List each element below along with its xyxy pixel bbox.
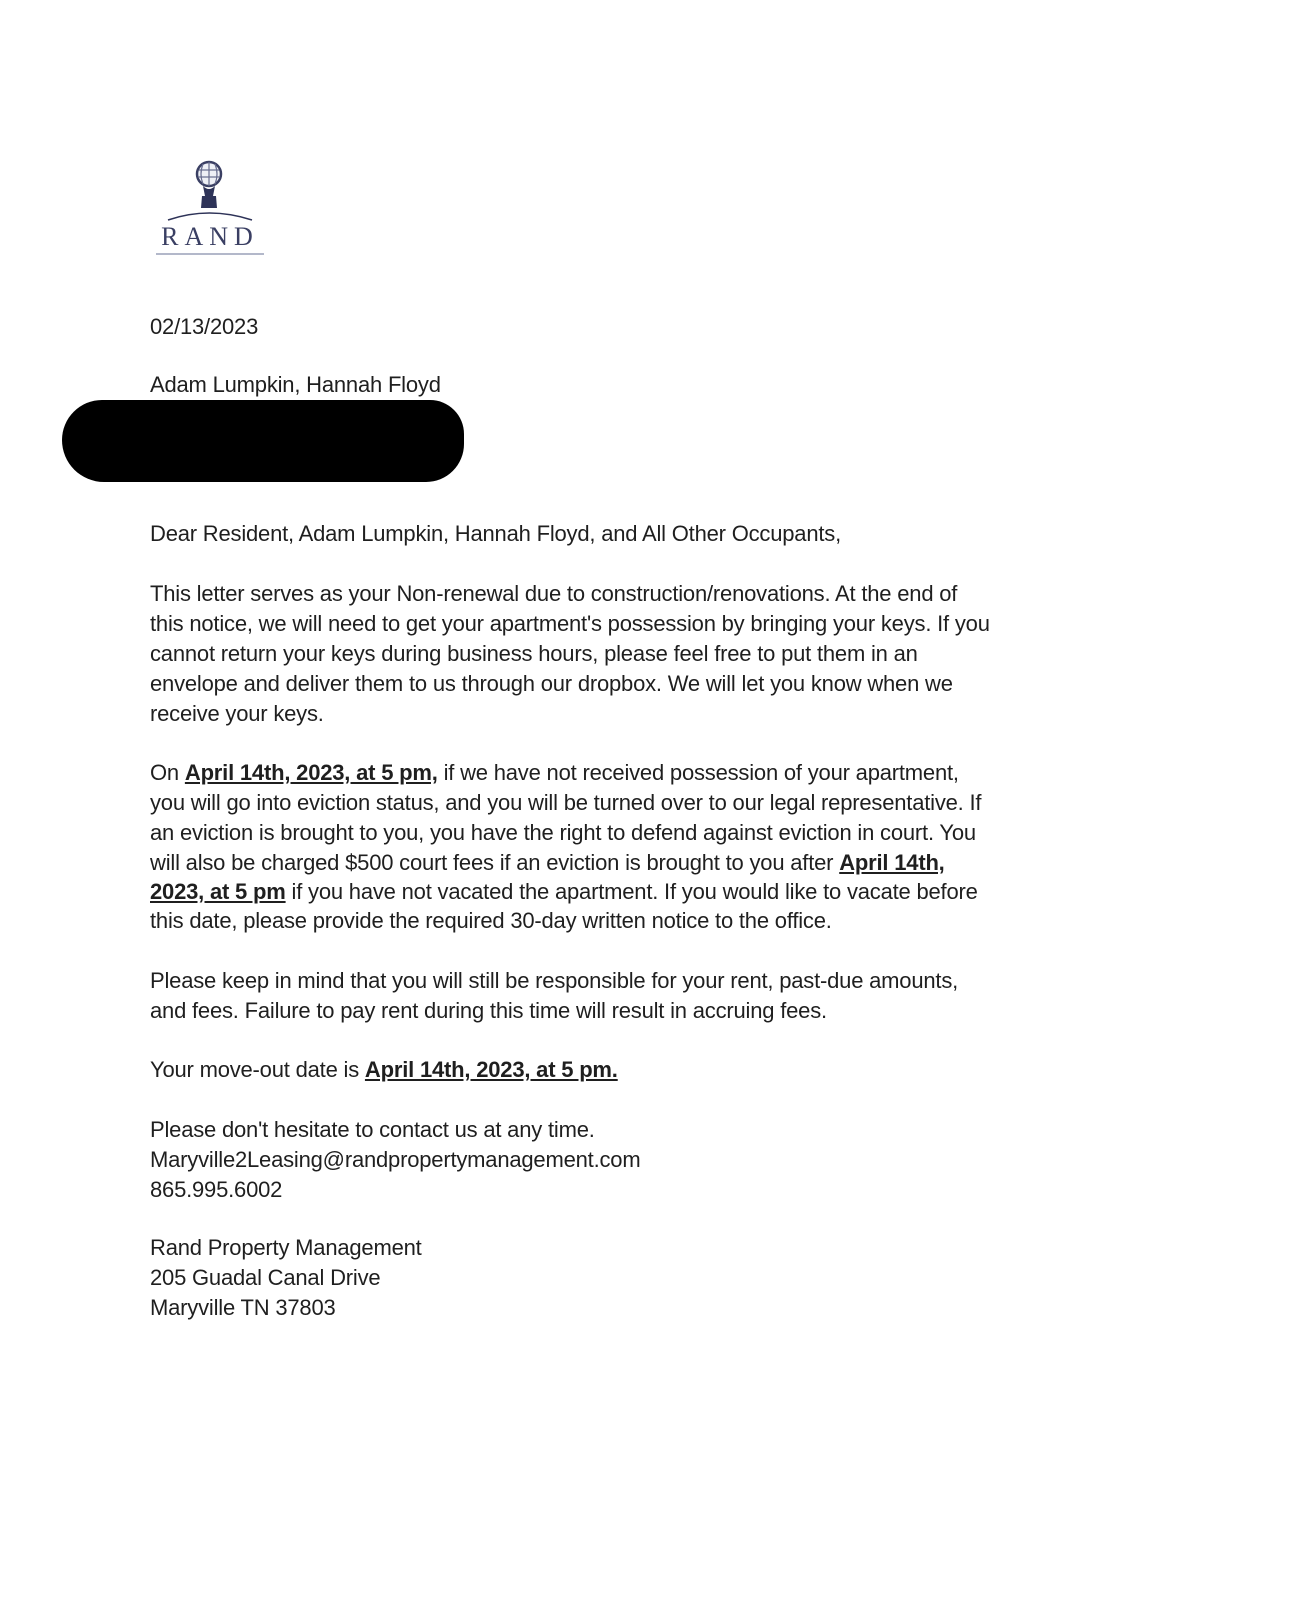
rand-logo [148,158,272,258]
para2-line [150,850,945,876]
salutation: Dear Resident, Adam Lumpkin, Hannah Floyd, and All Other Occupants, [150,521,841,546]
contact-line: Please don't hesitate to contact us at any time. [150,1117,595,1142]
para1-line: this notice, we will need to get your apartment's possession by bringing your keys. If you [150,611,990,636]
moveout-date: April 14th, 2023, at 5 pm. [364,1057,618,1082]
para1-line: receive your keys. [150,701,324,726]
para1-line: envelope and deliver them to us through our dropbox. We will let you know when we [150,671,953,696]
text: On [150,760,185,785]
address-line: Maryville TN 37803 [150,1295,336,1320]
para1-line: This letter serves as your Non-renewal due to construction/renovations. At the end of [150,581,958,606]
para3-line: and fees. Failure to pay rent during this time will result in accruing fees. [150,998,827,1023]
atlas-globe-icon [148,158,272,258]
para3-line: Please keep in mind that you will still be responsible for your rent, past-due amounts, [150,968,959,993]
deadline-date: April 14th, [839,850,945,875]
contact-email: Maryville2Leasing@randpropertymanagement.com [150,1147,641,1172]
text: if we have not received possession of your apartment, [437,760,959,785]
address-line: 205 Guadal Canal Drive [150,1265,381,1290]
para2-line [150,760,959,786]
text: if you have not vacated the apartment. If you would like to vacate before [285,879,978,904]
address-line: Rand Property Management [150,1235,422,1260]
redacted-address [62,400,464,482]
text: Your move-out date is [150,1057,365,1082]
para2-line [150,879,978,905]
para2-line: an eviction is brought to you, you have the right to defend against eviction in court. You [150,820,976,845]
deadline-date: 2023, at 5 pm [150,879,286,904]
para2-line: you will go into eviction status, and you will be turned over to our legal representative. If [150,790,982,815]
recipient-names: Adam Lumpkin, Hannah Floyd [150,372,441,397]
para2-line: this date, please provide the required 30-day written notice to the office. [150,908,832,933]
contact-phone: 865.995.6002 [150,1177,283,1202]
svg-text:RAND: RAND [161,222,259,251]
letter-date: 02/13/2023 [150,314,259,339]
para1-line: cannot return your keys during business hours, please feel free to put them in an [150,641,918,666]
deadline-date: April 14th, 2023, at 5 pm, [184,760,438,785]
text: will also be charged $500 court fees if an eviction is brought to you after [150,850,840,875]
moveout-line [150,1057,618,1083]
